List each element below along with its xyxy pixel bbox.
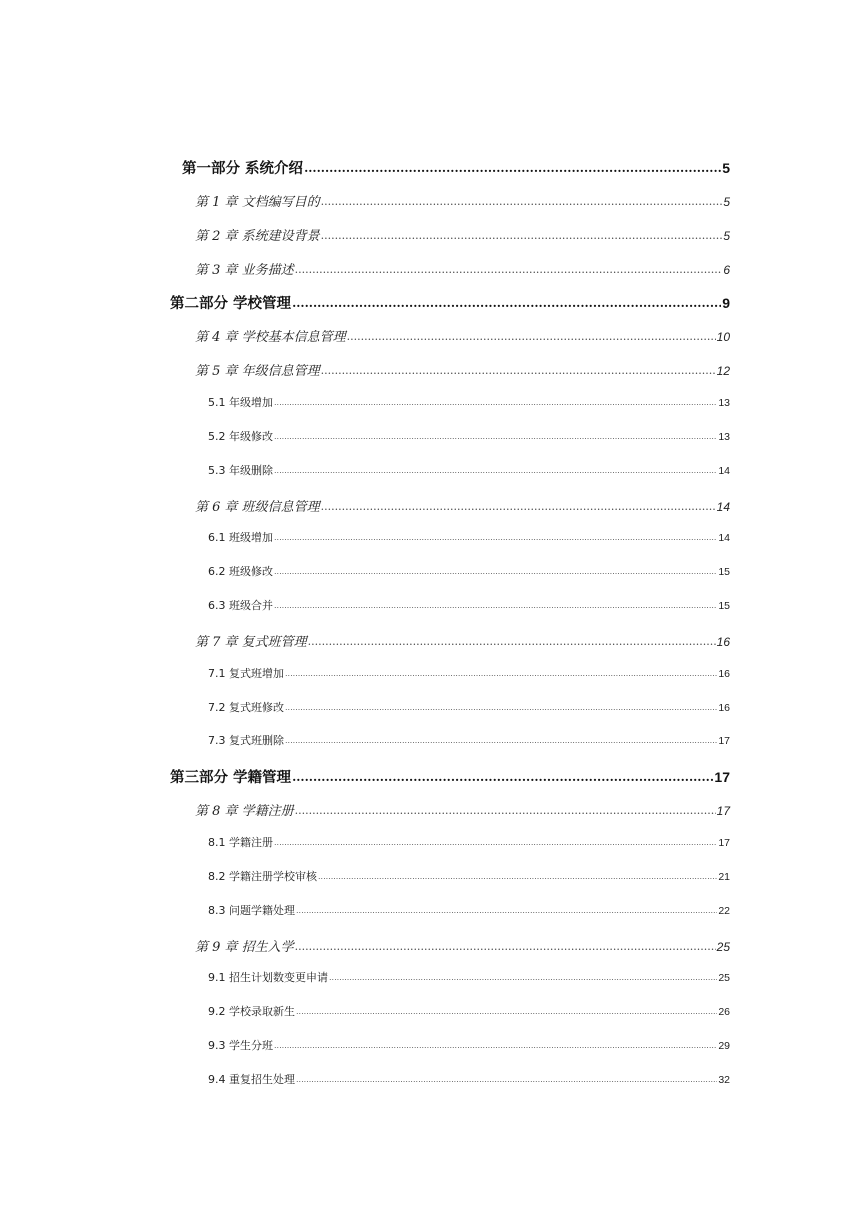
toc-entry-section[interactable] — [208, 902, 730, 918]
toc-entry-section[interactable] — [208, 969, 730, 985]
toc-entry-page-number: 17 — [714, 769, 730, 785]
toc-entry-section[interactable] — [208, 665, 730, 681]
toc-entry-title: 8.1 学籍注册 — [208, 836, 273, 849]
dot-leader — [274, 601, 717, 610]
dot-leader — [296, 1007, 717, 1016]
toc-entry-section[interactable] — [208, 563, 730, 579]
toc-entry-section[interactable] — [208, 732, 730, 748]
dot-leader — [296, 906, 717, 915]
dot-leader — [318, 872, 717, 881]
toc-entry-chapter[interactable] — [195, 326, 730, 344]
dot-leader — [274, 466, 717, 475]
toc-entry-page-number: 9 — [722, 295, 730, 311]
toc-entry-page-number: 16 — [718, 668, 730, 680]
toc-entry-title: 8.2 学籍注册学校审核 — [208, 870, 317, 883]
toc-entry-page-number: 25 — [716, 940, 730, 954]
toc-entry-section[interactable] — [208, 1071, 730, 1087]
toc-entry-section[interactable] — [208, 529, 730, 545]
toc-entry-chapter[interactable] — [195, 191, 730, 209]
toc-entry-page-number: 16 — [718, 702, 730, 714]
toc-entry-title: 7.2 复式班修改 — [208, 701, 284, 714]
toc-entry-chapter[interactable] — [195, 631, 730, 649]
dot-leader — [321, 195, 723, 208]
toc-entry-title: 9.2 学校录取新生 — [208, 1005, 295, 1018]
dot-leader — [321, 500, 716, 513]
toc-entry-page-number: 12 — [716, 364, 730, 378]
toc-entry-title: 第 3 章 业务描述 — [195, 263, 294, 278]
toc-entry-title: 8.3 问题学籍处理 — [208, 904, 295, 917]
dot-leader — [292, 770, 713, 784]
toc-entry-title: 第三部分 学籍管理 — [170, 769, 292, 786]
toc-entry-chapter[interactable] — [195, 496, 730, 514]
toc-entry-title: 6.1 班级增加 — [208, 531, 273, 544]
toc-entry-section[interactable] — [208, 597, 730, 613]
toc-entry-section[interactable] — [208, 462, 730, 478]
toc-entry-page-number: 32 — [718, 1074, 730, 1086]
toc-entry-title: 第 2 章 系统建设背景 — [195, 229, 320, 244]
dot-leader — [329, 973, 717, 982]
toc-entry-page-number: 21 — [718, 871, 730, 883]
toc-entry-page-number: 29 — [718, 1040, 730, 1052]
toc-entry-page-number: 5 — [723, 229, 730, 243]
toc-entry-page-number: 14 — [718, 465, 730, 477]
dot-leader — [274, 1041, 717, 1050]
toc-entry-section[interactable] — [208, 428, 730, 444]
dot-leader — [304, 161, 721, 175]
toc-entry-section[interactable] — [208, 834, 730, 850]
toc-entry-title: 9.1 招生计划数变更申请 — [208, 971, 328, 984]
toc-entry-page-number: 16 — [716, 635, 730, 649]
toc-entry-title: 6.3 班级合并 — [208, 599, 273, 612]
toc-entry-title: 第 7 章 复式班管理 — [195, 635, 307, 650]
toc-entry-title: 第 6 章 班级信息管理 — [195, 500, 320, 515]
toc-entry-title: 第 8 章 学籍注册 — [195, 804, 294, 819]
toc-entry-chapter[interactable] — [195, 936, 730, 954]
dot-leader — [274, 398, 717, 407]
toc-entry-title: 第 4 章 学校基本信息管理 — [195, 330, 346, 345]
toc-entry-page-number: 17 — [718, 837, 730, 849]
toc-entry-title: 6.2 班级修改 — [208, 565, 273, 578]
dot-leader — [308, 635, 716, 648]
dot-leader — [296, 1075, 717, 1084]
toc-entry-title: 第二部分 学校管理 — [170, 295, 292, 312]
toc-entry-page-number: 6 — [723, 263, 730, 277]
toc-entry-title: 7.1 复式班增加 — [208, 667, 284, 680]
toc-entry-title: 5.1 年级增加 — [208, 396, 273, 409]
dot-leader — [285, 703, 717, 712]
toc-entry-title: 9.4 重复招生处理 — [208, 1073, 295, 1086]
dot-leader — [285, 736, 717, 745]
toc-entry-section[interactable] — [208, 394, 730, 410]
dot-leader — [274, 432, 717, 441]
toc-entry-title: 9.3 学生分班 — [208, 1039, 273, 1052]
dot-leader — [295, 804, 716, 817]
toc-entry-page-number: 13 — [718, 431, 730, 443]
toc-entry-title: 第一部分 系统介绍 — [182, 160, 304, 177]
toc-entry-page-number: 10 — [716, 330, 730, 344]
toc-entry-page-number: 5 — [722, 160, 730, 176]
toc-entry-page-number: 5 — [723, 195, 730, 209]
toc-entry-title: 7.3 复式班删除 — [208, 734, 284, 747]
dot-leader — [321, 364, 716, 377]
toc-entry-section[interactable] — [208, 868, 730, 884]
toc-entry-chapter[interactable] — [195, 259, 730, 277]
toc-entry-page-number: 26 — [718, 1006, 730, 1018]
toc-entry-page-number: 13 — [718, 397, 730, 409]
toc-entry-part[interactable] — [170, 766, 730, 786]
dot-leader — [274, 533, 717, 542]
dot-leader — [285, 669, 717, 678]
toc-entry-page-number: 15 — [718, 566, 730, 578]
toc-entry-title: 5.3 年级删除 — [208, 464, 273, 477]
toc-entry-page-number: 14 — [718, 532, 730, 544]
dot-leader — [295, 263, 723, 276]
toc-entry-page-number: 22 — [718, 905, 730, 917]
toc-entry-chapter[interactable] — [195, 800, 730, 818]
dot-leader — [321, 229, 723, 242]
dot-leader — [295, 940, 716, 953]
toc-entry-part[interactable] — [182, 157, 730, 177]
toc-entry-section[interactable] — [208, 1003, 730, 1019]
toc-entry-chapter[interactable] — [195, 360, 730, 378]
toc-entry-part[interactable] — [170, 292, 730, 312]
toc-entry-page-number: 25 — [718, 972, 730, 984]
toc-entry-page-number: 17 — [718, 735, 730, 747]
dot-leader — [274, 838, 717, 847]
toc-entry-section[interactable] — [208, 699, 730, 715]
dot-leader — [347, 330, 716, 343]
toc-entry-chapter[interactable] — [195, 225, 730, 243]
toc-entry-title: 第 5 章 年级信息管理 — [195, 364, 320, 379]
dot-leader — [292, 296, 721, 310]
toc-entry-page-number: 14 — [716, 500, 730, 514]
toc-entry-title: 第 1 章 文档编写目的 — [195, 195, 320, 210]
dot-leader — [274, 567, 717, 576]
toc-entry-page-number: 15 — [718, 600, 730, 612]
toc-entry-title: 第 9 章 招生入学 — [195, 940, 294, 955]
toc-entry-section[interactable] — [208, 1037, 730, 1053]
toc-entry-title: 5.2 年级修改 — [208, 430, 273, 443]
toc-entry-page-number: 17 — [716, 804, 730, 818]
